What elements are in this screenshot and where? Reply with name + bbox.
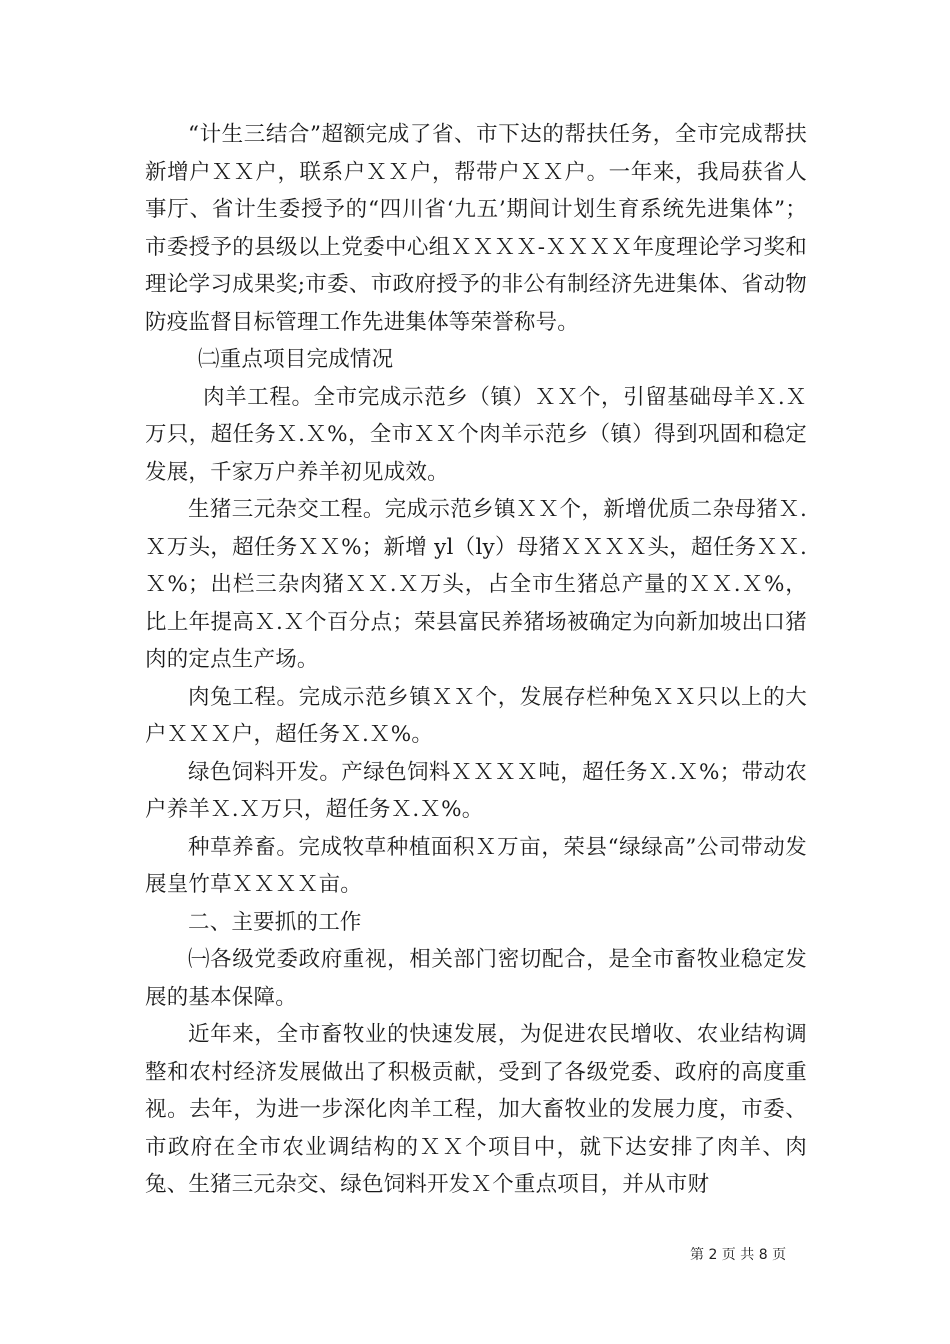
document-body (145, 116, 807, 1204)
page-number: 第 2 页 共 8 页 (690, 1247, 787, 1263)
paragraph-pig-crossbreeding: 生猪三元杂交工程。完成示范乡镇ＸＸ个，新增优质二杂母猪Ｘ.Ｘ万头，超任务ＸＸ%；新增 yl（ly）母猪ＸＸＸＸ头，超任务ＸＸ.Ｘ%；出栏三杂肉猪ＸＸ.Ｘ万头，占全市生猪总产量的ＸＸ.Ｘ%，比上年提高Ｘ.Ｘ个百分点；荣县富民养猪场被确定为向新加坡出口猪肉的定点生产场。 (145, 497, 807, 672)
paragraph-meat-rabbit: 肉兔工程。完成示范乡镇ＸＸ个，发展存栏种兔ＸＸ只以上的大户ＸＸＸ户，超任务Ｘ.Ｘ%。 (145, 684, 807, 747)
paragraph-recent-years: 近年来，全市畜牧业的快速发展，为促进农民增收、农业结构调整和农村经济发展做出了积极贡献，受到了各级党委、政府的高度重视。去年，为进一步深化肉羊工程，加大畜牧业的发展力度，市委、市政府在全市农业调结构的ＸＸ个项目中，就下达安排了肉羊、肉兔、生猪三元杂交、绿色饲料开发Ｘ个重点项目，并从市财 (145, 1022, 807, 1197)
section-heading-main-work: 二、主要抓的工作 (188, 909, 362, 935)
paragraph-honors: “计生三结合”超额完成了省、市下达的帮扶任务，全市完成帮扶新增户ＸＸ户，联系户ＸＸ户，帮带户ＸＸ户。一年来，我局获省人事厅、省计生委授予的“四川省‘九五’期间计划生育系统先进集体”；市委授予的县级以上党委中心组ＸＸＸＸ-ＸＸＸＸ年度理论学习奖和理论学习成果奖;市委、市政府授予的非公有制经济先进集体、省动物防疫监督目标管理工作先进集体等荣誉称号。 (145, 122, 807, 335)
paragraph-grass-planting: 种草养畜。完成牧草种植面积Ｘ万亩，荣县“绿绿高”公司带动发展皇竹草ＸＸＸＸ亩。 (145, 834, 807, 897)
section-heading-key-projects: ㈡重点项目完成情况 (198, 347, 394, 372)
subheading-party-support: ㈠各级党委政府重视，相关部门密切配合，是全市畜牧业稳定发展的基本保障。 (145, 947, 807, 1010)
paragraph-meat-sheep: 肉羊工程。全市完成示范乡（镇）ＸＸ个，引留基础母羊Ｘ.Ｘ万只，超任务Ｘ.Ｘ%，全市ＸＸ个肉羊示范乡（镇）得到巩固和稳定发展，千家万户养羊初见成效。 (145, 384, 807, 485)
paragraph-green-feed: 绿色饲料开发。产绿色饲料ＸＸＸＸ吨，超任务Ｘ.Ｘ%；带动农户养羊Ｘ.Ｘ万只，超任务Ｘ.Ｘ%。 (145, 759, 807, 822)
